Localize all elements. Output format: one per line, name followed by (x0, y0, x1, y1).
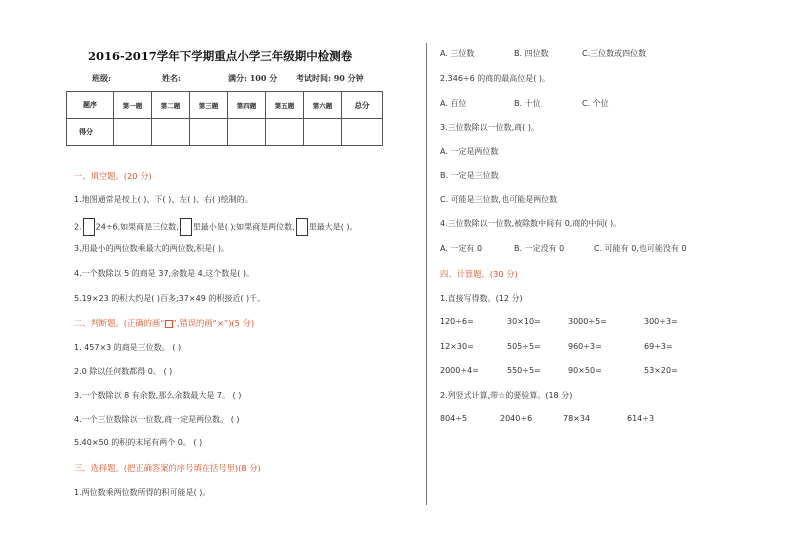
vertical-calc-item: 804÷5 (440, 414, 468, 423)
score-table (66, 91, 383, 146)
option: C. 个位 (582, 99, 609, 108)
table-cell: 第二题 (152, 92, 190, 119)
calc-item: 2000÷4= (440, 366, 479, 375)
calc-item: 120÷6= (440, 317, 474, 326)
question-1-2: 2. 24÷6,如果商是三位数, 里最小是( );如果商是两位数, 里最大是( )。 (74, 218, 358, 236)
score-table-score-row (67, 119, 383, 146)
score-input-cell[interactable] (228, 119, 266, 146)
question-3-1: 1.两位数乘两位数所得的积可能是( )。 (74, 488, 211, 497)
table-cell: 第三题 (190, 92, 228, 119)
question-2-4: 4.一个三位数除以一位数,商一定是两位数。 ( ) (74, 415, 240, 424)
calc-item: 550÷5= (507, 366, 541, 375)
option: C. 可能有 0,也可能没有 0 (594, 244, 687, 253)
section1-heading: 一、填空题。(20 分) (74, 171, 152, 181)
question-1-2-part-a: 24÷6,如果商是三位数, (95, 222, 179, 232)
question-1-2-part-c: 里最大是( )。 (308, 222, 358, 232)
score-input-cell[interactable] (190, 119, 228, 146)
table-cell: 第五题 (266, 92, 304, 119)
calc-item: 505÷5= (507, 342, 541, 351)
blank-box (83, 218, 95, 236)
exam-title: 2016-2017学年下学期重点小学三年级期中检测卷 (88, 49, 353, 63)
option: A. 一定是两位数 (440, 147, 499, 156)
section2-heading-part-b: ”,错误的画“×”)(5 分) (172, 318, 255, 328)
vertical-calc-item: 2040÷6 (500, 414, 533, 423)
vertical-calc-item: 78×34 (563, 414, 591, 423)
score-input-cell[interactable] (152, 119, 190, 146)
calc-item: 12×30= (440, 342, 474, 351)
table-cell: 第六题 (304, 92, 342, 119)
calc-item: 3000÷5= (568, 317, 607, 326)
table-cell: 得分 (67, 119, 114, 146)
option: B. 一定没有 0 (514, 244, 565, 253)
blank-box (296, 218, 308, 236)
calc-item: 53×20= (644, 366, 678, 375)
square-symbol-icon (165, 320, 173, 328)
section3-heading: 三、选择题。(把正确答案的序号填在括号里)(8 分) (74, 463, 261, 473)
question-1-2-part-b: 里最小是( );如果商是两位数, (192, 222, 295, 232)
score-input-cell[interactable] (114, 119, 152, 146)
question-3-2: 2.346÷6 的商的最高位是( )。 (440, 74, 551, 83)
option: B. 十位 (514, 99, 541, 108)
option: C. 可能是三位数,也可能是两位数 (440, 195, 558, 204)
score-input-cell[interactable] (266, 119, 304, 146)
option: A. 三位数 (440, 49, 475, 58)
option: A. 百位 (440, 99, 467, 108)
vertical-calc-item: 614÷3 (627, 414, 655, 423)
calc-item: 300÷3= (644, 317, 678, 326)
vertical-calc-heading: 2.列竖式计算,带☆的要验算。(18 分) (440, 391, 573, 400)
question-2-2: 2.0 除以任何数都得 0。 ( ) (74, 367, 173, 376)
calc-heading: 1.直接写得数。(12 分) (440, 294, 523, 303)
calc-item: 30×10= (507, 317, 541, 326)
section2-heading-part-a: 二、判断题。(正确的画“ (74, 318, 165, 328)
table-cell: 总分 (342, 92, 383, 119)
option: C.三位数或四位数 (582, 49, 647, 58)
question-2-5: 5.40×50 的积的末尾有两个 0。 ( ) (74, 438, 203, 447)
name-label: 姓名: (162, 73, 181, 83)
score-table-header-row (67, 92, 383, 119)
score-input-cell[interactable] (304, 119, 342, 146)
question-1-1: 1.地图通常是按上( )、下( )、左( )、右( )绘制的。 (74, 195, 253, 204)
question-1-5: 5.19×23 的积大约是( )百多;37×49 的积接近( )千。 (74, 294, 266, 303)
question-1-4: 4.一个数除以 5 的商是 37,余数是 4,这个数是( )。 (74, 269, 255, 278)
question-1-3: 3.用最小的两位数乘最大的两位数,积是( )。 (74, 244, 229, 253)
exam-time: 考试时间: 90 分钟 (296, 73, 364, 83)
column-divider (426, 43, 427, 505)
table-cell: 第四题 (228, 92, 266, 119)
calc-item: 69÷3= (644, 342, 673, 351)
option: A. 一定有 0 (440, 244, 483, 253)
blank-box (180, 218, 192, 236)
question-3-4: 4.三位数除以一位数,被除数中间有 0,商的中间( )。 (440, 219, 622, 228)
question-2-1: 1. 457×3 的商是三位数。 ( ) (74, 343, 182, 352)
score-input-cell[interactable] (342, 119, 383, 146)
question-3-3: 3.三位数除以一位数,商( )。 (440, 123, 539, 132)
option: B. 一定是三位数 (440, 171, 499, 180)
table-cell: 题序 (67, 92, 114, 119)
calc-item: 90×50= (568, 366, 602, 375)
option: B. 四位数 (514, 49, 549, 58)
section2-heading (74, 317, 254, 329)
full-score: 满分: 100 分 (228, 73, 278, 83)
question-2-3: 3.一个数除以 8 有余数,那么余数最大是 7。 ( ) (74, 391, 242, 400)
section4-heading: 四、计算题。(30 分) (440, 269, 518, 279)
table-cell: 第一题 (114, 92, 152, 119)
class-label: 班级: (92, 73, 111, 83)
calc-item: 960÷3= (568, 342, 602, 351)
